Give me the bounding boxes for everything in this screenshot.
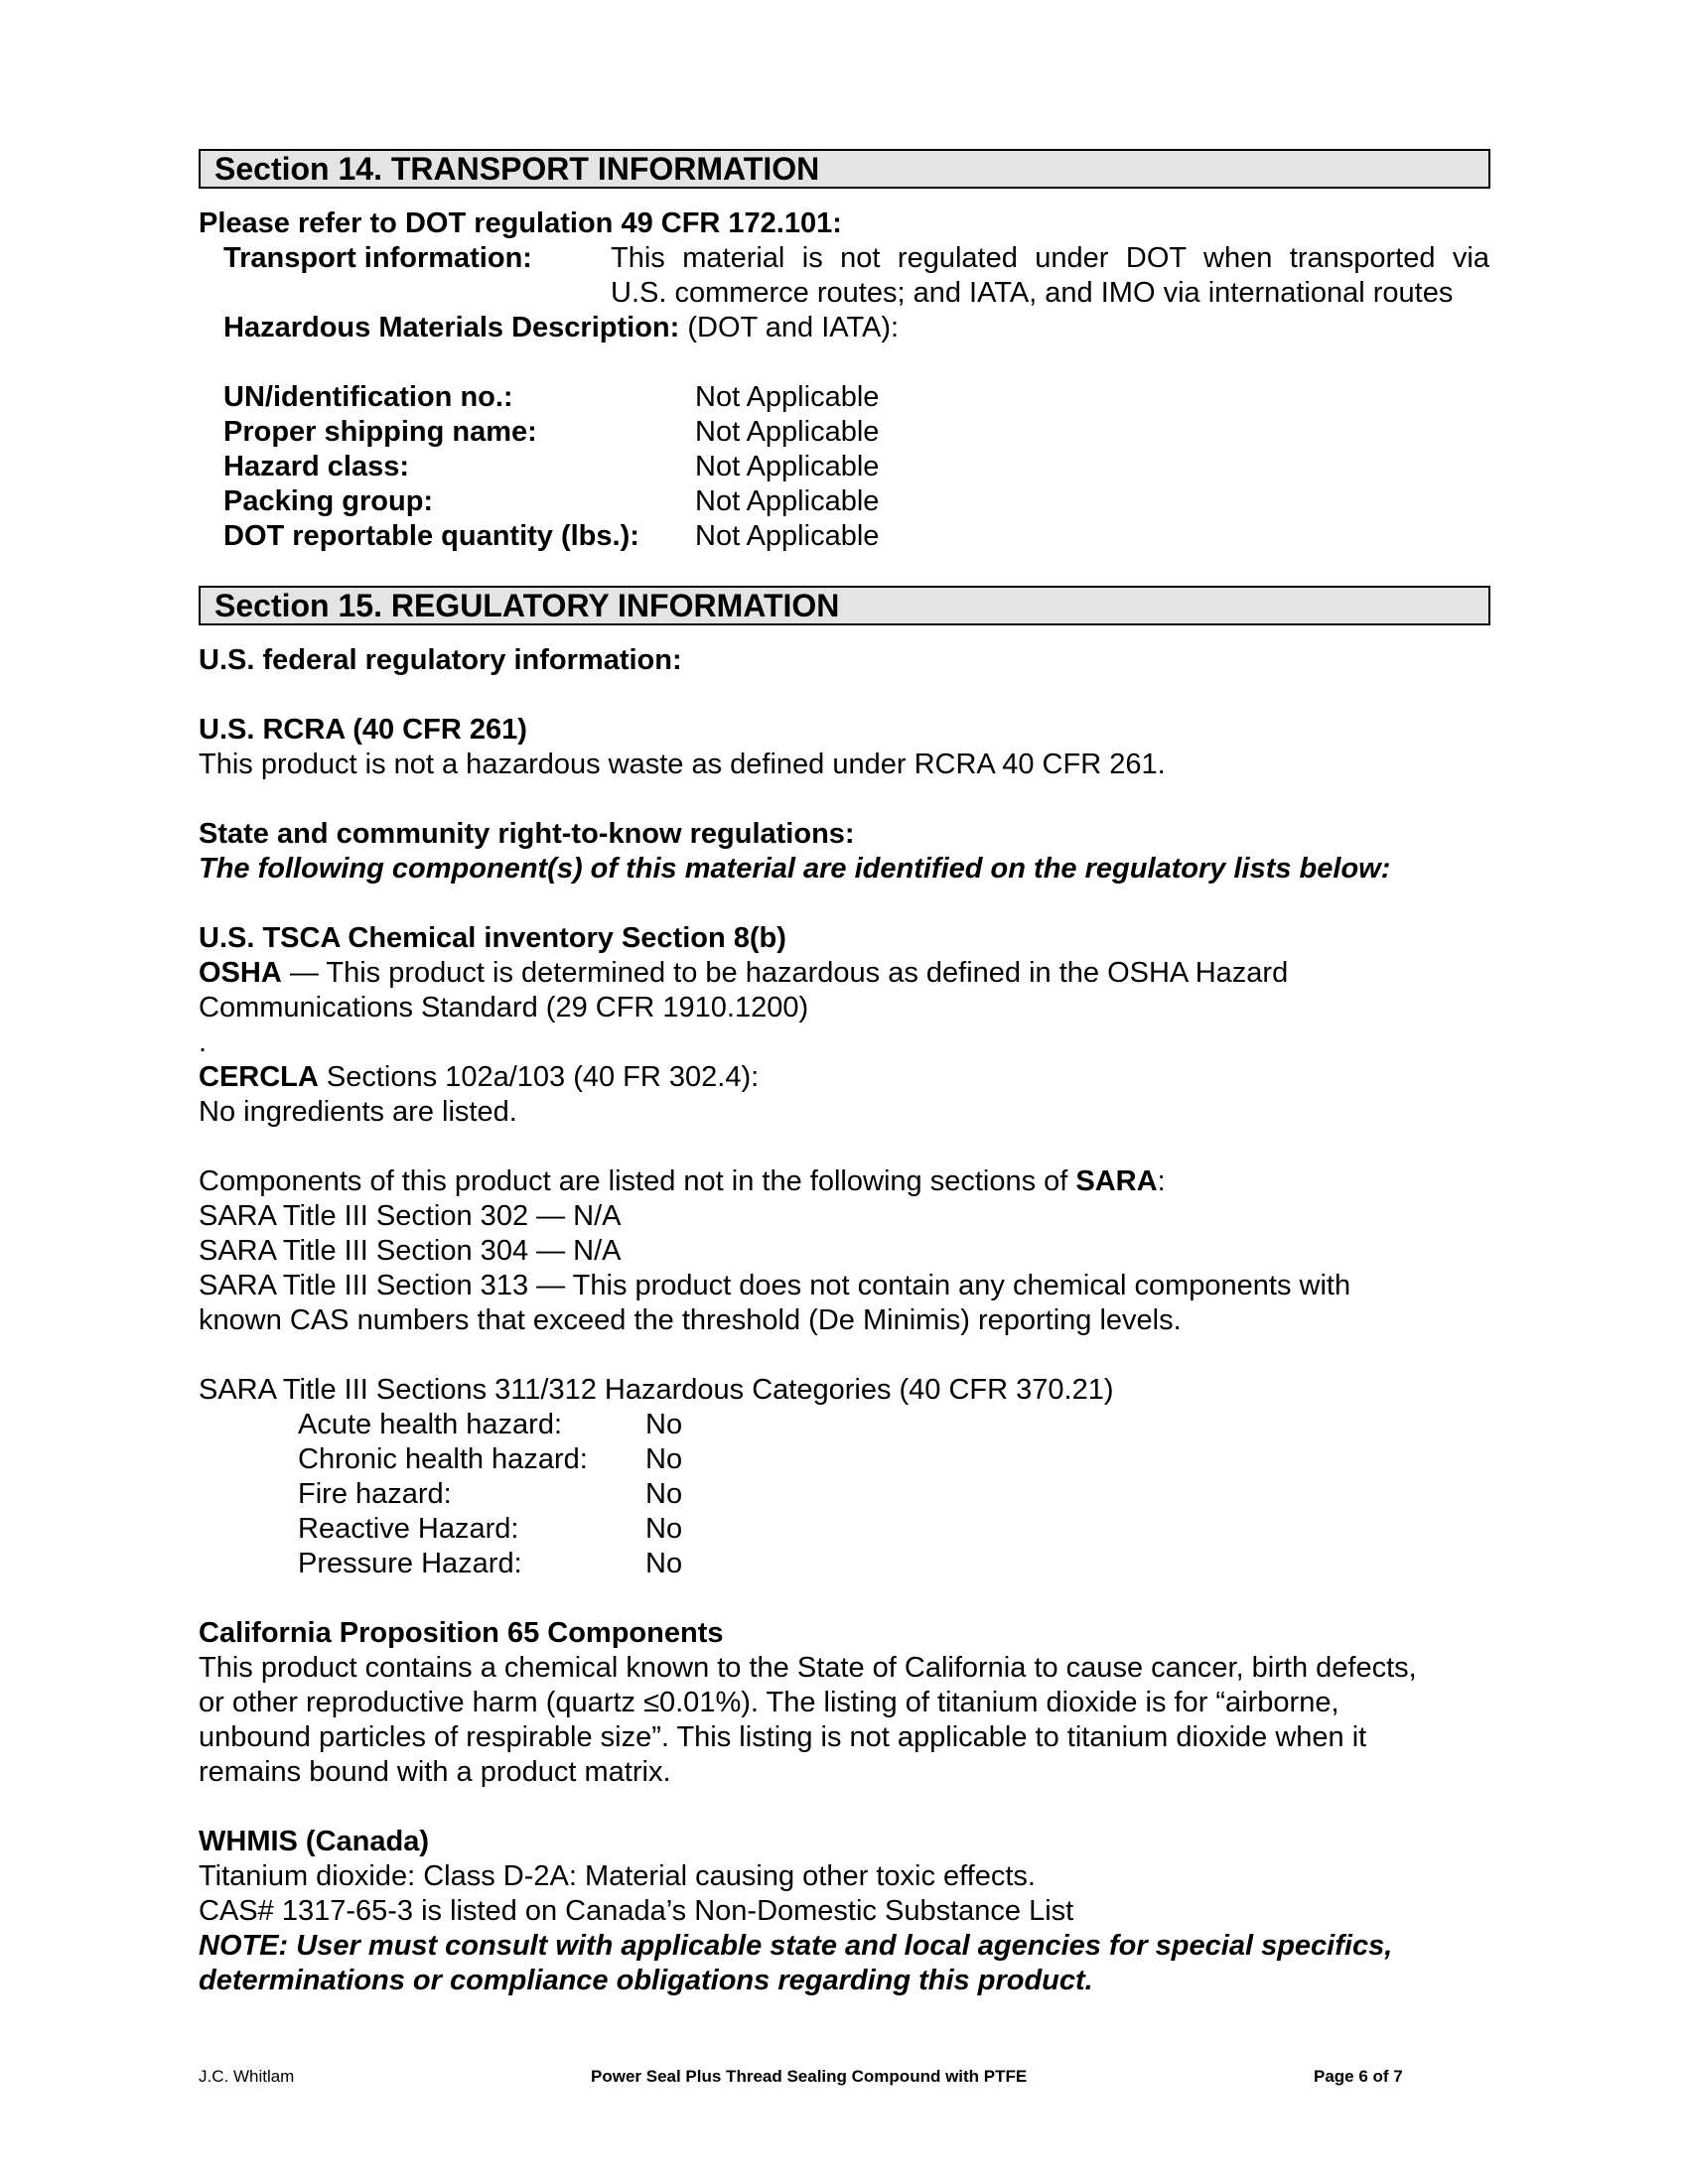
hazard-row <box>199 1547 1489 1581</box>
cercla-note: No ingredients are listed. <box>199 1096 517 1128</box>
hazard-row <box>199 1512 1489 1547</box>
hazard-label: Acute health hazard: <box>298 1409 563 1440</box>
prop65-line4: remains bound with a product matrix. <box>199 1756 671 1788</box>
sara-label: SARA <box>1075 1165 1158 1197</box>
footer-page-number: Page 6 of 7 <box>1314 2067 1403 2086</box>
hazard-row <box>199 1477 1489 1512</box>
hazard-label: Chronic health hazard: <box>298 1443 588 1475</box>
tsca-heading: U.S. TSCA Chemical inventory Section 8(b) <box>199 922 786 954</box>
transport-field-value: Not Applicable <box>695 451 880 482</box>
hazard-value: No <box>645 1548 683 1579</box>
hazard-value: No <box>645 1513 683 1545</box>
hazard-row <box>199 1442 1489 1477</box>
transport-field-label: Packing group: <box>223 485 434 517</box>
sara-313-line2: known CAS numbers that exceed the threshold (De Minimis) reporting levels. <box>199 1304 1182 1336</box>
transport-field-value: Not Applicable <box>695 381 880 413</box>
hazard-label: Pressure Hazard: <box>298 1548 522 1579</box>
transport-field-row <box>199 380 1489 415</box>
footer-author: J.C. Whitlam <box>199 2067 295 2086</box>
osha-text: — This product is determined to be hazardous as defined in the OSHA Hazard <box>281 957 1289 989</box>
hazard-row <box>199 1408 1489 1442</box>
transport-field-row <box>199 415 1489 450</box>
whmis-heading: WHMIS (Canada) <box>199 1826 429 1857</box>
transport-info-label: Transport information: <box>223 242 532 274</box>
rcra-heading: U.S. RCRA (40 CFR 261) <box>199 714 527 746</box>
cercla-line <box>199 1060 1489 1095</box>
transport-field-value: Not Applicable <box>695 520 880 552</box>
federal-info-heading: U.S. federal regulatory information: <box>199 644 682 676</box>
stray-dot: . <box>199 1026 208 1058</box>
section-14-header: Section 14. TRANSPORT INFORMATION <box>199 149 1490 189</box>
cercla-text: Sections 102a/103 (40 FR 302.4): <box>318 1061 760 1093</box>
rcra-text: This product is not a hazardous waste as defined under RCRA 40 CFR 261. <box>199 749 1166 780</box>
osha-label: OSHA <box>199 957 282 989</box>
osha-line2: Communications Standard (29 CFR 1910.1200) <box>199 992 809 1024</box>
hazmat-description <box>199 311 1489 345</box>
transport-info-value-line2: U.S. commerce routes; and IATA, and IMO via international routes <box>611 277 1454 309</box>
transport-field-label: DOT reportable quantity (lbs.): <box>223 520 639 552</box>
transport-field-row <box>199 519 1489 554</box>
cercla-label: CERCLA <box>199 1061 319 1093</box>
footer-product: Power Seal Plus Thread Sealing Compound with PTFE <box>591 2067 1028 2086</box>
sara-intro-text: Components of this product are listed not in the following sections of <box>199 1165 1076 1197</box>
sara-311-heading: SARA Title III Sections 311/312 Hazardous Categories (40 CFR 370.21) <box>199 1374 1114 1406</box>
transport-info-row <box>199 241 1489 311</box>
hazard-categories-list <box>199 1408 1489 1581</box>
sara-intro <box>199 1164 1489 1199</box>
transport-info-value-line1: This material is not regulated under DOT when transported via <box>611 242 1489 274</box>
hazmat-description-label: Hazardous Materials Description: <box>223 312 680 343</box>
hazard-label: Reactive Hazard: <box>298 1513 519 1545</box>
dot-regulation-heading: Please refer to DOT regulation 49 CFR 172.101: <box>199 207 842 239</box>
sara-302: SARA Title III Section 302 — N/A <box>199 1200 622 1232</box>
sara-313-line1: SARA Title III Section 313 — This product does not contain any chemical components with <box>199 1270 1351 1301</box>
transport-field-value: Not Applicable <box>695 416 880 448</box>
transport-fields-list <box>199 380 1489 554</box>
hazard-value: No <box>645 1478 683 1510</box>
note-line1 <box>199 1929 1489 1964</box>
transport-field-label: Hazard class: <box>223 451 409 482</box>
hazmat-description-value: (DOT and IATA): <box>679 312 900 343</box>
document-page <box>199 149 1489 1998</box>
osha-line1 <box>199 956 1489 991</box>
note-label: NOTE: <box>199 1930 289 1962</box>
hazard-value: No <box>645 1443 683 1475</box>
sara-304: SARA Title III Section 304 — N/A <box>199 1235 622 1267</box>
whmis-line2: CAS# 1317-65-3 is listed on Canada’s Non-Domestic Substance List <box>199 1895 1074 1927</box>
sara-colon: : <box>1157 1165 1166 1197</box>
transport-field-row <box>199 484 1489 519</box>
state-regulations-heading: State and community right-to-know regulations: <box>199 818 855 850</box>
section-15-header: Section 15. REGULATORY INFORMATION <box>199 586 1490 625</box>
prop65-line3: unbound particles of respirable size”. This listing is not applicable to titanium dioxide when it <box>199 1721 1367 1753</box>
note-text: User must consult with applicable state and local agencies for special specifics, <box>288 1930 1393 1962</box>
transport-field-label: UN/identification no.: <box>223 381 513 413</box>
prop65-line2: or other reproductive harm (quartz ≤0.01%). The listing of titanium dioxide is for “airborne, <box>199 1687 1339 1718</box>
transport-field-value: Not Applicable <box>695 485 880 517</box>
prop65-line1: This product contains a chemical known to the State of California to cause cancer, birth defects, <box>199 1652 1417 1684</box>
hazard-label: Fire hazard: <box>298 1478 452 1510</box>
transport-field-row <box>199 450 1489 484</box>
prop65-heading: California Proposition 65 Components <box>199 1617 724 1649</box>
transport-field-label: Proper shipping name: <box>223 416 537 448</box>
note-line2: determinations or compliance obligations regarding this product. <box>199 1965 1093 1996</box>
state-regulations-note: The following component(s) of this material are identified on the regulatory lists below: <box>199 853 1391 885</box>
whmis-line1: Titanium dioxide: Class D-2A: Material causing other toxic effects. <box>199 1860 1036 1892</box>
hazard-value: No <box>645 1409 683 1440</box>
